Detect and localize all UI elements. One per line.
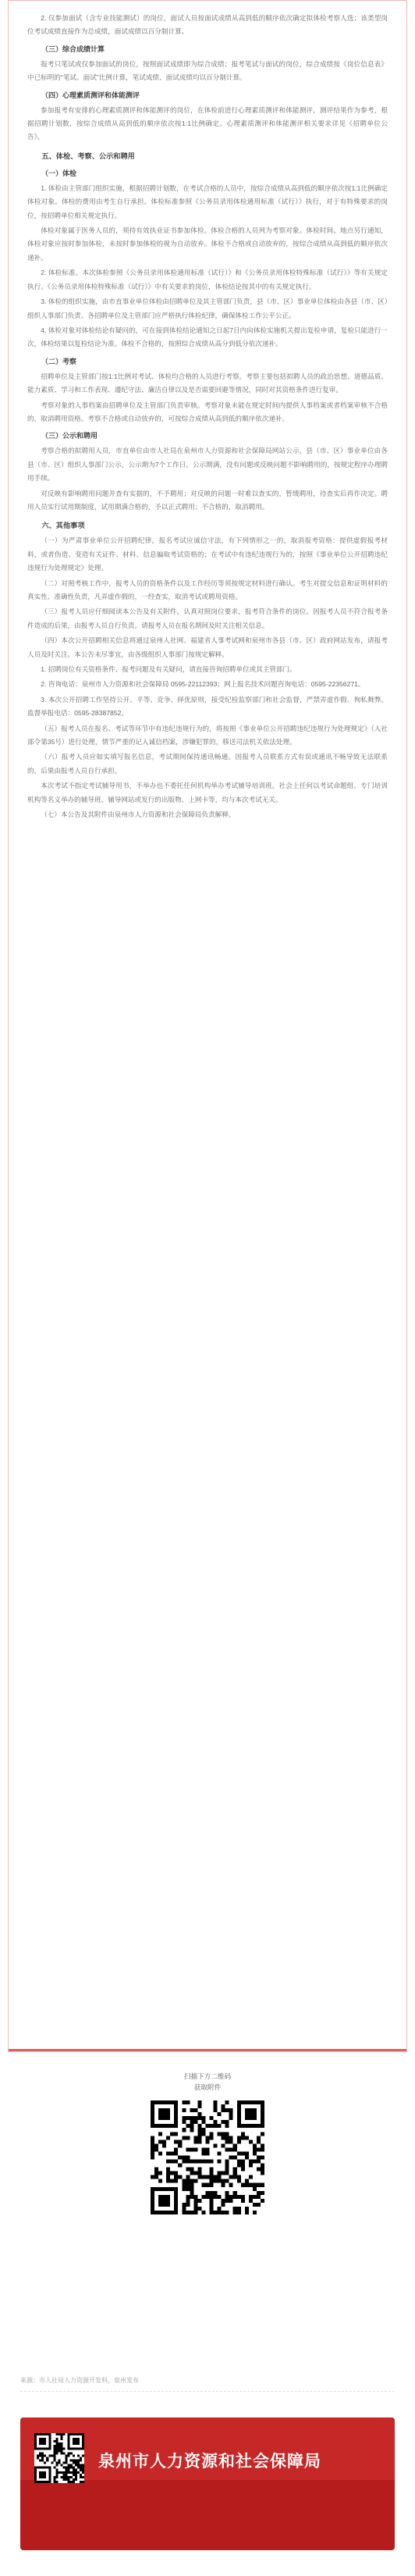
section-heading: （二）考察 <box>41 357 77 365</box>
article-paragraph: 报考只笔试或仅参加面试的岗位，按照面试成绩即为综合成绩；报考笔试与面试的岗位，综合成绩按《岗位信息表》中已标明的“笔试、面试”比例计算，笔试成绩、面试成绩均以百分制计算。 <box>27 59 388 82</box>
article-paragraph: （四）本次公开招聘相关信息将通过泉州人社网、福建省人事考试网和泉州市各县（市、区）政府网站发布，请报考人员及时关注。本公告未尽事宜，由各级组织人事部门按规定解释。 <box>27 636 388 658</box>
banner-title: 泉州市人力资源和社会保障局 <box>98 2453 321 2471</box>
article-paragraph: （七）本公告及其附件由泉州市人力资源和社会保障局负责解释。 <box>41 811 236 819</box>
article-paragraph: 2. 咨询电话：泉州市人力资源和社会保障局 0595-22112393；网上报名技术问题咨询电话：0595-22356271。 <box>41 680 365 689</box>
article-paragraph: 对反映有影响聘用问题并查有实据的，不予聘用；对反映的问题一时难以查实的，暂缓聘用，待查实后再作决定。聘用人员实行试用期制度，试用期满合格的，予以正式聘用；不合格的，取消聘用。 <box>27 489 388 511</box>
article-frame <box>8 0 407 2052</box>
promo-banner[interactable] <box>20 2417 395 2550</box>
qr-code-image[interactable] <box>151 2100 264 2214</box>
qr-section <box>0 2071 415 2214</box>
qr-caption-line1: 扫描下方二维码 <box>183 2072 232 2080</box>
section-heading: （三）公示和聘用 <box>41 432 98 440</box>
article-paragraph: 1. 体检由主管部门组织实施，根据招聘计划数，在考试合格的人员中，按综合成绩从高到低的顺序依次按1:1比例确定体检对象。体检的费用由考生自行承担。体检标准参照《公务员录用体检通用标准（试行）》执行，对于有特殊要求的岗位，按招聘单位相关规定执行。 <box>27 183 388 219</box>
article-content <box>9 1 406 822</box>
article-paragraph: （三）报考人员应仔细阅读本公告及有关附件，认真对照岗位要求，报考符合条件的岗位。因报考人员不符合报考条件造成的后果，由报考人员自行负责。请报考人员在报名期间及时关注相关信息。 <box>27 607 388 629</box>
article-paragraph: （六）报考人员应如实填写报名信息，考试期间保持通讯畅通。因报考人员联系方式有误或通讯不畅导致无法联系的，后果由报考人员自行承担。 <box>27 753 388 775</box>
article-paragraph: 4. 体检对象对体检结论有疑问的，可在接到体检结论通知之日起7日内向体检实施机关提出复检申请，复检只能进行一次，体检结果以复检结论为准。体检不合格的，按照综合成绩从高分到低分依次递补。 <box>27 326 388 348</box>
article-paragraph: 考察合格的拟聘用人员，市直单位由市人社局在泉州市人力资源和社会保障局网站公示，县（市、区）事业单位由各县（市、区）组织人事部门公示，公示期为7个工作日。公示期满，没有问题或反映问题不影响聘用的，按规定程序办理聘用手续。 <box>27 447 388 483</box>
article-paragraph: 招聘单位及主管部门按1:1比例对考试、体检均合格的人员进行考察。考察主要包括拟聘人员的政治思想、道德品质、能力素质、学习和工作表现、遵纪守法、廉洁自律以及是否需要回避等情况，同时对其资格条件进行复审。 <box>27 372 388 394</box>
article-paragraph: 参加报考有安排的心理素质测评和体能测评的岗位，在体检前进行心理素质测评和体能测评，测评结果作为参考，根据招聘计划数，按综合成绩从高到低的顺序依次按1:1比例确定。心理素质测评和体能测评相关要求详见《招聘单位公告》。 <box>27 105 388 141</box>
section-heading: （四）心理素质测评和体能测评 <box>41 91 140 99</box>
article-paragraph: 2. 仅参加面试（含专业技能测试）的岗位，面试人员按面试成绩从高到低的顺序依次确定拟体检考察人选；该类型岗位考试成绩直接作为总成绩，面试成绩以百分制计算。 <box>27 14 388 36</box>
article-paragraph: 2. 体检标准。本次体检参照《公务员录用体检通用标准（试行）》和《公务员录用体检特殊标准（试行）》等有关规定执行。《公务员录用体检特殊标准（试行）》中有关要求的岗位，体检结论按其中的有关规定执行。 <box>27 269 388 290</box>
section-heading: 六、其他事项 <box>41 522 85 530</box>
frame-bottom-bar <box>9 2049 406 2051</box>
banner-qr-icon <box>34 2433 84 2483</box>
article-paragraph: 考察对象的人事档案由招聘单位及主管部门负责审核。考察对象未能在规定时间内提供人事档案或者档案审核不合格的，取消聘用资格。考察不合格或自动放弃的，可按综合成绩从高到低的顺序依次递补。 <box>27 401 388 422</box>
article-paragraph: （五）报考人员在报名、考试等环节中有违纪违规行为的，将按照《事业单位公开招聘违纪违规行为处理规定》（人社部令第35号）进行处理，情节严重的记入诚信档案，涉嫌犯罪的，移送司法机关依法处理。 <box>27 724 388 746</box>
article-paragraph: （二）对照考核工作中，报考人员的资格条件以及工作经历等须按规定材料进行确认。考生对提交信息和证明材料的真实性、准确性负责，凡弄虚作假的，一经查实，取消考试或聘用资格。 <box>27 579 388 600</box>
section-heading: （一）体检 <box>41 169 77 177</box>
article-paragraph: 体检对象属于医务人员的，须持有效执业证书参加体检。体检合格的人员列为考察对象。体检时间、地点另行通知，体检对象应按时参加体检，未按时参加体检的视为自动放弃。体检不合格或自动放弃的，按综合成绩从高到低的顺序依次递补。 <box>27 226 388 262</box>
section-heading: （三）综合成绩计算 <box>41 45 105 53</box>
article-paragraph: （一）为严肃事业单位公开招聘纪律，报名考试应诚信守法，有下列情形之一的，取消报考资格：提供虚假报考材料，或者伪造、变造有关证件、材料、信息骗取考试资格的；在考试中有违纪违规行为的，按照《事业单位公开招聘违纪违规行为处理规定》处理。 <box>27 536 388 572</box>
article-paragraph: 3. 体检的组织实施，由市直事业单位体检由招聘单位及其主管部门负责，县（市、区）事业单位体检由各县（市、区）组织人事部门负责。各招聘单位及主管部门应严格执行体检纪律，确保体检工作公平公正。 <box>27 298 388 319</box>
article-paragraph: 3. 本次公开招聘工作坚持公开、平等、竞争、择优原则，接受纪检监察部门和社会监督，严禁弄虚作假、徇私舞弊。监督举报电话：0595-28387852。 <box>27 695 388 718</box>
qr-caption-line2: 获取附件 <box>193 2083 222 2091</box>
source-text: 来源：市人社局人力资源开发科，泉州发布 <box>20 2375 395 2392</box>
article-paragraph: 本次考试不指定考试辅导用书，不举办也不委托任何机构举办考试辅导培训班。社会上任何以考试命题组、专门培训机构等名义举办的辅导班、辅导网站或发行的出版物、上网卡等，均与本次考试无关。 <box>27 782 388 803</box>
section-heading: 五、体检、考察、公示和聘用 <box>41 151 135 160</box>
article-paragraph: 1. 招聘岗位有关资格条件、报考问题及有关疑问，请直接咨询招聘单位或其主管部门。 <box>41 665 296 674</box>
